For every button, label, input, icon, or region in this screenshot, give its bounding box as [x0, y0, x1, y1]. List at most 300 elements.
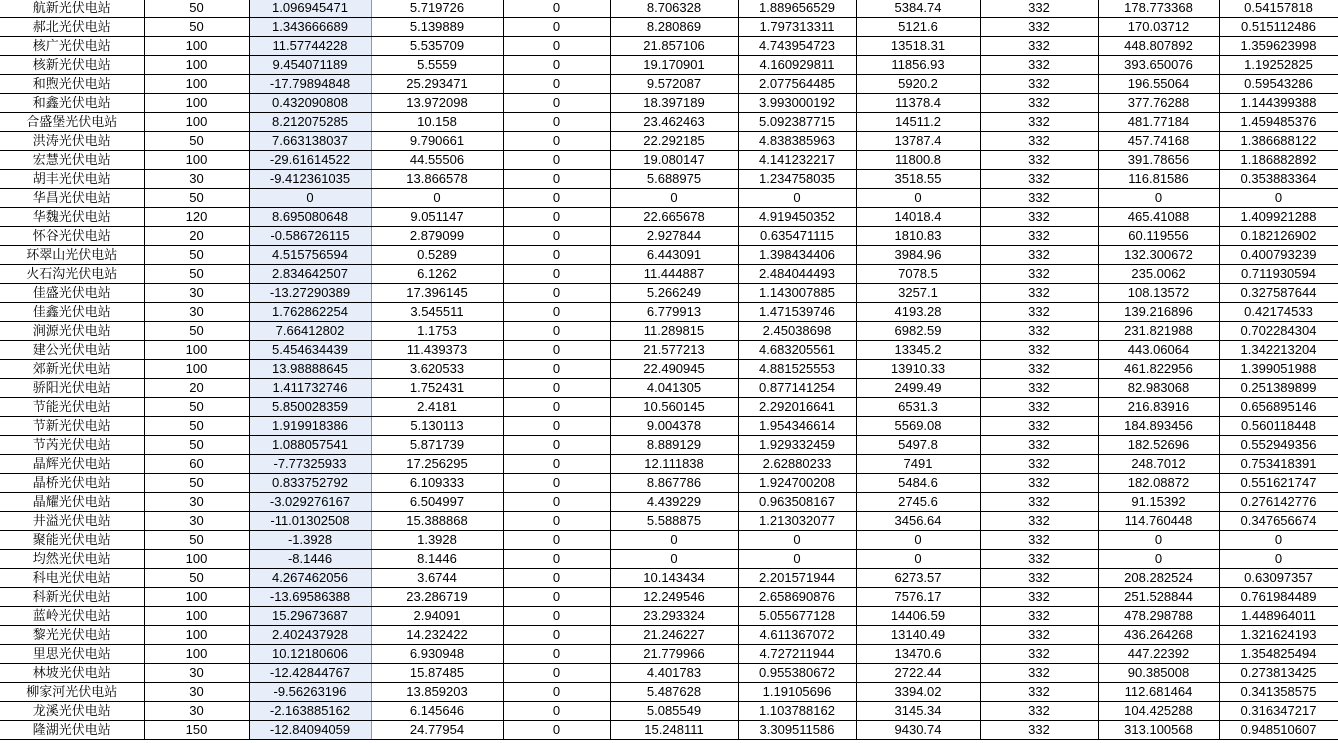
data-cell[interactable]: 0.753418391	[1219, 455, 1338, 474]
data-cell[interactable]: 1.919918386	[249, 417, 371, 436]
data-cell[interactable]: 5.085549	[610, 702, 738, 721]
data-cell[interactable]: 4.515756594	[249, 246, 371, 265]
data-cell[interactable]: 0.515112486	[1219, 18, 1338, 37]
data-cell[interactable]: 13.866578	[371, 170, 503, 189]
data-cell[interactable]: 332	[980, 113, 1098, 132]
station-name-cell[interactable]: 涧源光伏电站	[0, 322, 144, 341]
data-cell[interactable]: 30	[144, 303, 249, 322]
data-cell[interactable]: 11378.4	[856, 94, 980, 113]
data-cell[interactable]: 0	[503, 151, 610, 170]
data-cell[interactable]: 0.59543286	[1219, 75, 1338, 94]
data-cell[interactable]: 332	[980, 721, 1098, 740]
data-cell[interactable]: 0	[503, 170, 610, 189]
data-cell[interactable]: 5.487628	[610, 683, 738, 702]
data-cell[interactable]: 11.439373	[371, 341, 503, 360]
data-cell[interactable]: 3145.34	[856, 702, 980, 721]
data-cell[interactable]: 0	[503, 341, 610, 360]
data-cell[interactable]: 4.041305	[610, 379, 738, 398]
data-cell[interactable]: 0.327587644	[1219, 284, 1338, 303]
data-cell[interactable]: 30	[144, 284, 249, 303]
data-cell[interactable]: 0.316347217	[1219, 702, 1338, 721]
data-cell[interactable]: 0	[503, 455, 610, 474]
data-cell[interactable]: 50	[144, 531, 249, 550]
data-cell[interactable]: 50	[144, 474, 249, 493]
data-cell[interactable]: 182.52696	[1098, 436, 1219, 455]
station-name-cell[interactable]: 洪涛光伏电站	[0, 132, 144, 151]
data-cell[interactable]: 19.080147	[610, 151, 738, 170]
data-cell[interactable]: 0	[503, 322, 610, 341]
data-cell[interactable]: 3394.02	[856, 683, 980, 702]
data-cell[interactable]: 100	[144, 75, 249, 94]
data-cell[interactable]: 21.779966	[610, 645, 738, 664]
data-cell[interactable]: 0	[503, 626, 610, 645]
data-cell[interactable]: 1.386688122	[1219, 132, 1338, 151]
data-cell[interactable]: -9.56263196	[249, 683, 371, 702]
station-name-cell[interactable]: 柳家河光伏电站	[0, 683, 144, 702]
station-name-cell[interactable]: 科电光伏电站	[0, 569, 144, 588]
data-cell[interactable]: 116.81586	[1098, 170, 1219, 189]
data-cell[interactable]: 0	[503, 474, 610, 493]
station-name-cell[interactable]: 骄阳光伏电站	[0, 379, 144, 398]
station-name-cell[interactable]: 晶耀光伏电站	[0, 493, 144, 512]
data-cell[interactable]: 461.822956	[1098, 360, 1219, 379]
data-cell[interactable]: 1.342213204	[1219, 341, 1338, 360]
data-cell[interactable]: 2.94091	[371, 607, 503, 626]
data-cell[interactable]: 1.399051988	[1219, 360, 1338, 379]
data-cell[interactable]: 20	[144, 227, 249, 246]
data-cell[interactable]: 10.560145	[610, 398, 738, 417]
data-cell[interactable]: 377.76288	[1098, 94, 1219, 113]
data-cell[interactable]: 332	[980, 0, 1098, 18]
data-cell[interactable]: 0	[503, 75, 610, 94]
data-cell[interactable]: 0.551621747	[1219, 474, 1338, 493]
data-cell[interactable]: 8.706328	[610, 0, 738, 18]
data-cell[interactable]: 1.797313311	[738, 18, 856, 37]
data-cell[interactable]: 6.145646	[371, 702, 503, 721]
data-cell[interactable]: 2.927844	[610, 227, 738, 246]
data-cell[interactable]: 0.635471115	[738, 227, 856, 246]
data-cell[interactable]: 114.760448	[1098, 512, 1219, 531]
station-name-cell[interactable]: 均然光伏电站	[0, 550, 144, 569]
data-cell[interactable]: 1.186882892	[1219, 151, 1338, 170]
data-cell[interactable]: 1.19252825	[1219, 56, 1338, 75]
data-cell[interactable]: 13910.33	[856, 360, 980, 379]
data-cell[interactable]: 332	[980, 18, 1098, 37]
data-cell[interactable]: 100	[144, 56, 249, 75]
data-cell[interactable]: 5569.08	[856, 417, 980, 436]
data-cell[interactable]: 0	[503, 550, 610, 569]
station-name-cell[interactable]: 龙溪光伏电站	[0, 702, 144, 721]
data-cell[interactable]: 7078.5	[856, 265, 980, 284]
data-cell[interactable]: 231.821988	[1098, 322, 1219, 341]
data-cell[interactable]: 0	[1219, 531, 1338, 550]
data-cell[interactable]: 139.216896	[1098, 303, 1219, 322]
data-cell[interactable]: 0.42174533	[1219, 303, 1338, 322]
data-cell[interactable]: 100	[144, 360, 249, 379]
data-cell[interactable]: 22.665678	[610, 208, 738, 227]
data-cell[interactable]: 0	[738, 531, 856, 550]
data-cell[interactable]: 1.411732746	[249, 379, 371, 398]
data-cell[interactable]: 4.743954723	[738, 37, 856, 56]
data-cell[interactable]: 8.280869	[610, 18, 738, 37]
station-name-cell[interactable]: 蓝岭光伏电站	[0, 607, 144, 626]
data-cell[interactable]: 11856.93	[856, 56, 980, 75]
data-cell[interactable]: 248.7012	[1098, 455, 1219, 474]
data-cell[interactable]: 11.444887	[610, 265, 738, 284]
data-cell[interactable]: 332	[980, 645, 1098, 664]
data-cell[interactable]: 0	[503, 664, 610, 683]
data-cell[interactable]: 91.15392	[1098, 493, 1219, 512]
data-cell[interactable]: 0.432090808	[249, 94, 371, 113]
data-cell[interactable]: 0	[503, 303, 610, 322]
data-cell[interactable]: 3257.1	[856, 284, 980, 303]
data-cell[interactable]: 9.051147	[371, 208, 503, 227]
data-cell[interactable]: 5920.2	[856, 75, 980, 94]
station-name-cell[interactable]: 航新光伏电站	[0, 0, 144, 18]
data-cell[interactable]: 1.343666689	[249, 18, 371, 37]
data-cell[interactable]: 391.78656	[1098, 151, 1219, 170]
data-cell[interactable]: 6.109333	[371, 474, 503, 493]
data-cell[interactable]: 14018.4	[856, 208, 980, 227]
data-cell[interactable]: 0.963508167	[738, 493, 856, 512]
station-name-cell[interactable]: 核新光伏电站	[0, 56, 144, 75]
data-cell[interactable]: 457.74168	[1098, 132, 1219, 151]
station-name-cell[interactable]: 郊新光伏电站	[0, 360, 144, 379]
data-cell[interactable]: 1.929332459	[738, 436, 856, 455]
data-cell[interactable]: 5.719726	[371, 0, 503, 18]
data-cell[interactable]: 436.264268	[1098, 626, 1219, 645]
data-cell[interactable]: 19.170901	[610, 56, 738, 75]
data-cell[interactable]: 443.06064	[1098, 341, 1219, 360]
data-cell[interactable]: 332	[980, 607, 1098, 626]
data-cell[interactable]: 5.130113	[371, 417, 503, 436]
station-name-cell[interactable]: 林坡光伏电站	[0, 664, 144, 683]
data-cell[interactable]: 14.232422	[371, 626, 503, 645]
data-cell[interactable]: 20	[144, 379, 249, 398]
data-cell[interactable]: 3.545511	[371, 303, 503, 322]
data-cell[interactable]: 3.6744	[371, 569, 503, 588]
data-cell[interactable]: 100	[144, 151, 249, 170]
data-cell[interactable]: 0	[610, 550, 738, 569]
data-cell[interactable]: 0	[503, 379, 610, 398]
data-cell[interactable]: 0.276142776	[1219, 493, 1338, 512]
data-cell[interactable]: 465.41088	[1098, 208, 1219, 227]
data-cell[interactable]: 60.119556	[1098, 227, 1219, 246]
data-cell[interactable]: 2.077564485	[738, 75, 856, 94]
data-cell[interactable]: 6531.3	[856, 398, 980, 417]
data-cell[interactable]: 332	[980, 683, 1098, 702]
data-cell[interactable]: 0	[1219, 550, 1338, 569]
data-cell[interactable]: 332	[980, 360, 1098, 379]
data-cell[interactable]: 11.57744228	[249, 37, 371, 56]
data-cell[interactable]: 4.919450352	[738, 208, 856, 227]
data-cell[interactable]: 0	[856, 550, 980, 569]
data-cell[interactable]: 332	[980, 474, 1098, 493]
data-cell[interactable]: 0	[503, 607, 610, 626]
data-cell[interactable]: 8.867786	[610, 474, 738, 493]
data-cell[interactable]: 1.143007885	[738, 284, 856, 303]
data-cell[interactable]: 332	[980, 151, 1098, 170]
data-cell[interactable]: 1.762862254	[249, 303, 371, 322]
data-cell[interactable]: -13.69586388	[249, 588, 371, 607]
data-cell[interactable]: 11800.8	[856, 151, 980, 170]
data-cell[interactable]: 5.5559	[371, 56, 503, 75]
data-cell[interactable]: 332	[980, 265, 1098, 284]
data-cell[interactable]: 15.388868	[371, 512, 503, 531]
data-cell[interactable]: 50	[144, 132, 249, 151]
data-cell[interactable]: 6.779913	[610, 303, 738, 322]
data-cell[interactable]: 235.0062	[1098, 265, 1219, 284]
data-cell[interactable]: 120	[144, 208, 249, 227]
data-cell[interactable]: 50	[144, 398, 249, 417]
data-cell[interactable]: 30	[144, 664, 249, 683]
data-cell[interactable]: 332	[980, 664, 1098, 683]
data-cell[interactable]: 13140.49	[856, 626, 980, 645]
data-cell[interactable]: 12.249546	[610, 588, 738, 607]
data-cell[interactable]: 7576.17	[856, 588, 980, 607]
data-cell[interactable]: 0.761984489	[1219, 588, 1338, 607]
data-cell[interactable]: 182.08872	[1098, 474, 1219, 493]
station-name-cell[interactable]: 华昌光伏电站	[0, 189, 144, 208]
data-cell[interactable]: 1.321624193	[1219, 626, 1338, 645]
data-cell[interactable]: -2.163885162	[249, 702, 371, 721]
data-cell[interactable]: 0	[610, 531, 738, 550]
data-cell[interactable]: -12.84094059	[249, 721, 371, 740]
station-name-cell[interactable]: 节能光伏电站	[0, 398, 144, 417]
data-cell[interactable]: 178.773368	[1098, 0, 1219, 18]
data-cell[interactable]: 1.359623998	[1219, 37, 1338, 56]
data-cell[interactable]: 11.289815	[610, 322, 738, 341]
station-name-cell[interactable]: 华魏光伏电站	[0, 208, 144, 227]
data-cell[interactable]: 1.471539746	[738, 303, 856, 322]
data-cell[interactable]: 447.22392	[1098, 645, 1219, 664]
data-cell[interactable]: 0.54157818	[1219, 0, 1338, 18]
data-cell[interactable]: 0.656895146	[1219, 398, 1338, 417]
data-cell[interactable]: -11.01302508	[249, 512, 371, 531]
data-cell[interactable]: 5.055677128	[738, 607, 856, 626]
data-cell[interactable]: 4193.28	[856, 303, 980, 322]
data-cell[interactable]: 15.248111	[610, 721, 738, 740]
data-cell[interactable]: 196.55064	[1098, 75, 1219, 94]
data-cell[interactable]: 5497.8	[856, 436, 980, 455]
data-cell[interactable]: 2.834642507	[249, 265, 371, 284]
data-cell[interactable]: 332	[980, 341, 1098, 360]
station-name-cell[interactable]: 合盛堡光伏电站	[0, 113, 144, 132]
data-cell[interactable]: 332	[980, 531, 1098, 550]
data-cell[interactable]: 0	[503, 721, 610, 740]
data-cell[interactable]: 332	[980, 56, 1098, 75]
data-cell[interactable]: 332	[980, 588, 1098, 607]
data-cell[interactable]: 50	[144, 436, 249, 455]
data-cell[interactable]: 0	[503, 18, 610, 37]
data-cell[interactable]: 13.98888645	[249, 360, 371, 379]
data-cell[interactable]: 1.924700208	[738, 474, 856, 493]
station-name-cell[interactable]: 郝北光伏电站	[0, 18, 144, 37]
data-cell[interactable]: 21.246227	[610, 626, 738, 645]
data-cell[interactable]: 100	[144, 94, 249, 113]
data-cell[interactable]: 2722.44	[856, 664, 980, 683]
data-cell[interactable]: 23.293324	[610, 607, 738, 626]
data-cell[interactable]: 50	[144, 417, 249, 436]
data-cell[interactable]: 100	[144, 341, 249, 360]
data-cell[interactable]: 82.983068	[1098, 379, 1219, 398]
data-cell[interactable]: 0	[503, 246, 610, 265]
data-cell[interactable]: 2.879099	[371, 227, 503, 246]
data-cell[interactable]: 5.266249	[610, 284, 738, 303]
data-cell[interactable]: 13.859203	[371, 683, 503, 702]
data-cell[interactable]: 3.993000192	[738, 94, 856, 113]
station-name-cell[interactable]: 晶辉光伏电站	[0, 455, 144, 474]
data-cell[interactable]: 393.650076	[1098, 56, 1219, 75]
data-cell[interactable]: 4.267462056	[249, 569, 371, 588]
data-cell[interactable]: 208.282524	[1098, 569, 1219, 588]
data-cell[interactable]: 0.63097357	[1219, 569, 1338, 588]
data-cell[interactable]: 170.03712	[1098, 18, 1219, 37]
data-cell[interactable]: 1.1753	[371, 322, 503, 341]
data-cell[interactable]: 0.347656674	[1219, 512, 1338, 531]
data-cell[interactable]: 30	[144, 170, 249, 189]
data-cell[interactable]: 15.29673687	[249, 607, 371, 626]
data-cell[interactable]: 7.663138037	[249, 132, 371, 151]
data-cell[interactable]: 1.088057541	[249, 436, 371, 455]
data-cell[interactable]: 10.12180606	[249, 645, 371, 664]
data-cell[interactable]: 13.972098	[371, 94, 503, 113]
data-cell[interactable]: 6.1262	[371, 265, 503, 284]
data-cell[interactable]: 1.398434406	[738, 246, 856, 265]
data-cell[interactable]: 448.807892	[1098, 37, 1219, 56]
data-cell[interactable]: 332	[980, 94, 1098, 113]
data-cell[interactable]: 332	[980, 702, 1098, 721]
data-cell[interactable]: 1.103788162	[738, 702, 856, 721]
data-cell[interactable]: 30	[144, 683, 249, 702]
data-cell[interactable]: 13787.4	[856, 132, 980, 151]
data-cell[interactable]: 9.454071189	[249, 56, 371, 75]
data-cell[interactable]: 332	[980, 303, 1098, 322]
data-cell[interactable]: 0	[503, 645, 610, 664]
data-cell[interactable]: 2499.49	[856, 379, 980, 398]
data-cell[interactable]: 15.87485	[371, 664, 503, 683]
data-cell[interactable]: 332	[980, 493, 1098, 512]
data-cell[interactable]: 1.3928	[371, 531, 503, 550]
data-cell[interactable]: 4.611367072	[738, 626, 856, 645]
data-cell[interactable]: 100	[144, 588, 249, 607]
data-cell[interactable]: 2745.6	[856, 493, 980, 512]
data-cell[interactable]: 0	[503, 360, 610, 379]
data-cell[interactable]: 332	[980, 132, 1098, 151]
data-cell[interactable]: 132.300672	[1098, 246, 1219, 265]
data-cell[interactable]: 0	[503, 0, 610, 18]
station-name-cell[interactable]: 胡丰光伏电站	[0, 170, 144, 189]
data-cell[interactable]: 9.004378	[610, 417, 738, 436]
data-cell[interactable]: 0.955380672	[738, 664, 856, 683]
data-cell[interactable]: 332	[980, 246, 1098, 265]
data-cell[interactable]: 0	[503, 265, 610, 284]
data-cell[interactable]: 0	[738, 550, 856, 569]
data-cell[interactable]: 23.286719	[371, 588, 503, 607]
data-cell[interactable]: 7491	[856, 455, 980, 474]
data-cell[interactable]: 2.658690876	[738, 588, 856, 607]
data-cell[interactable]: 100	[144, 113, 249, 132]
data-cell[interactable]: 4.160929811	[738, 56, 856, 75]
data-cell[interactable]: 0	[503, 702, 610, 721]
station-name-cell[interactable]: 和煦光伏电站	[0, 75, 144, 94]
data-cell[interactable]: 332	[980, 436, 1098, 455]
data-cell[interactable]: 14406.59	[856, 607, 980, 626]
data-cell[interactable]: 10.158	[371, 113, 503, 132]
data-cell[interactable]: 10.143434	[610, 569, 738, 588]
data-cell[interactable]: 7.66412802	[249, 322, 371, 341]
station-name-cell[interactable]: 里思光伏电站	[0, 645, 144, 664]
data-cell[interactable]: 332	[980, 512, 1098, 531]
data-cell[interactable]: 1.752431	[371, 379, 503, 398]
data-cell[interactable]: 0	[503, 683, 610, 702]
data-cell[interactable]: 5.588875	[610, 512, 738, 531]
data-cell[interactable]: 3456.64	[856, 512, 980, 531]
data-cell[interactable]: 4.401783	[610, 664, 738, 683]
data-cell[interactable]: 30	[144, 512, 249, 531]
station-name-cell[interactable]: 井溢光伏电站	[0, 512, 144, 531]
data-cell[interactable]: 0	[503, 227, 610, 246]
data-cell[interactable]: 60	[144, 455, 249, 474]
data-cell[interactable]: 0	[1098, 189, 1219, 208]
data-cell[interactable]: 2.484044493	[738, 265, 856, 284]
data-cell[interactable]: 0	[1098, 531, 1219, 550]
data-cell[interactable]: 22.292185	[610, 132, 738, 151]
data-cell[interactable]: 313.100568	[1098, 721, 1219, 740]
data-cell[interactable]: 12.111838	[610, 455, 738, 474]
station-name-cell[interactable]: 节芮光伏电站	[0, 436, 144, 455]
data-cell[interactable]: 23.462463	[610, 113, 738, 132]
data-cell[interactable]: 50	[144, 569, 249, 588]
data-cell[interactable]: 5.139889	[371, 18, 503, 37]
data-cell[interactable]: 50	[144, 265, 249, 284]
data-cell[interactable]: 332	[980, 455, 1098, 474]
data-cell[interactable]: -17.79894848	[249, 75, 371, 94]
data-cell[interactable]: 6.443091	[610, 246, 738, 265]
data-cell[interactable]: 17.396145	[371, 284, 503, 303]
data-cell[interactable]: 1.213032077	[738, 512, 856, 531]
data-cell[interactable]: 5.092387715	[738, 113, 856, 132]
data-cell[interactable]: 1.19105696	[738, 683, 856, 702]
data-cell[interactable]: 100	[144, 607, 249, 626]
data-cell[interactable]: 0	[1219, 189, 1338, 208]
data-cell[interactable]: 0	[503, 208, 610, 227]
data-cell[interactable]: 44.55506	[371, 151, 503, 170]
data-cell[interactable]: 13470.6	[856, 645, 980, 664]
data-cell[interactable]: 0	[503, 417, 610, 436]
data-cell[interactable]: 8.212075285	[249, 113, 371, 132]
data-cell[interactable]: 1.954346614	[738, 417, 856, 436]
data-cell[interactable]: 0	[503, 588, 610, 607]
data-cell[interactable]: 332	[980, 37, 1098, 56]
data-cell[interactable]: 6.930948	[371, 645, 503, 664]
data-cell[interactable]: 0	[503, 56, 610, 75]
data-cell[interactable]: 1.409921288	[1219, 208, 1338, 227]
data-cell[interactable]: 332	[980, 227, 1098, 246]
data-cell[interactable]: 5121.6	[856, 18, 980, 37]
data-cell[interactable]: 0	[249, 189, 371, 208]
data-cell[interactable]: 1.096945471	[249, 0, 371, 18]
data-cell[interactable]: 8.889129	[610, 436, 738, 455]
data-cell[interactable]: 100	[144, 550, 249, 569]
station-name-cell[interactable]: 怀谷光伏电站	[0, 227, 144, 246]
data-cell[interactable]: -3.029276167	[249, 493, 371, 512]
data-cell[interactable]: 4.838385963	[738, 132, 856, 151]
data-cell[interactable]: 0	[503, 113, 610, 132]
data-cell[interactable]: 0	[856, 189, 980, 208]
station-name-cell[interactable]: 核广光伏电站	[0, 37, 144, 56]
data-cell[interactable]: 0.5289	[371, 246, 503, 265]
